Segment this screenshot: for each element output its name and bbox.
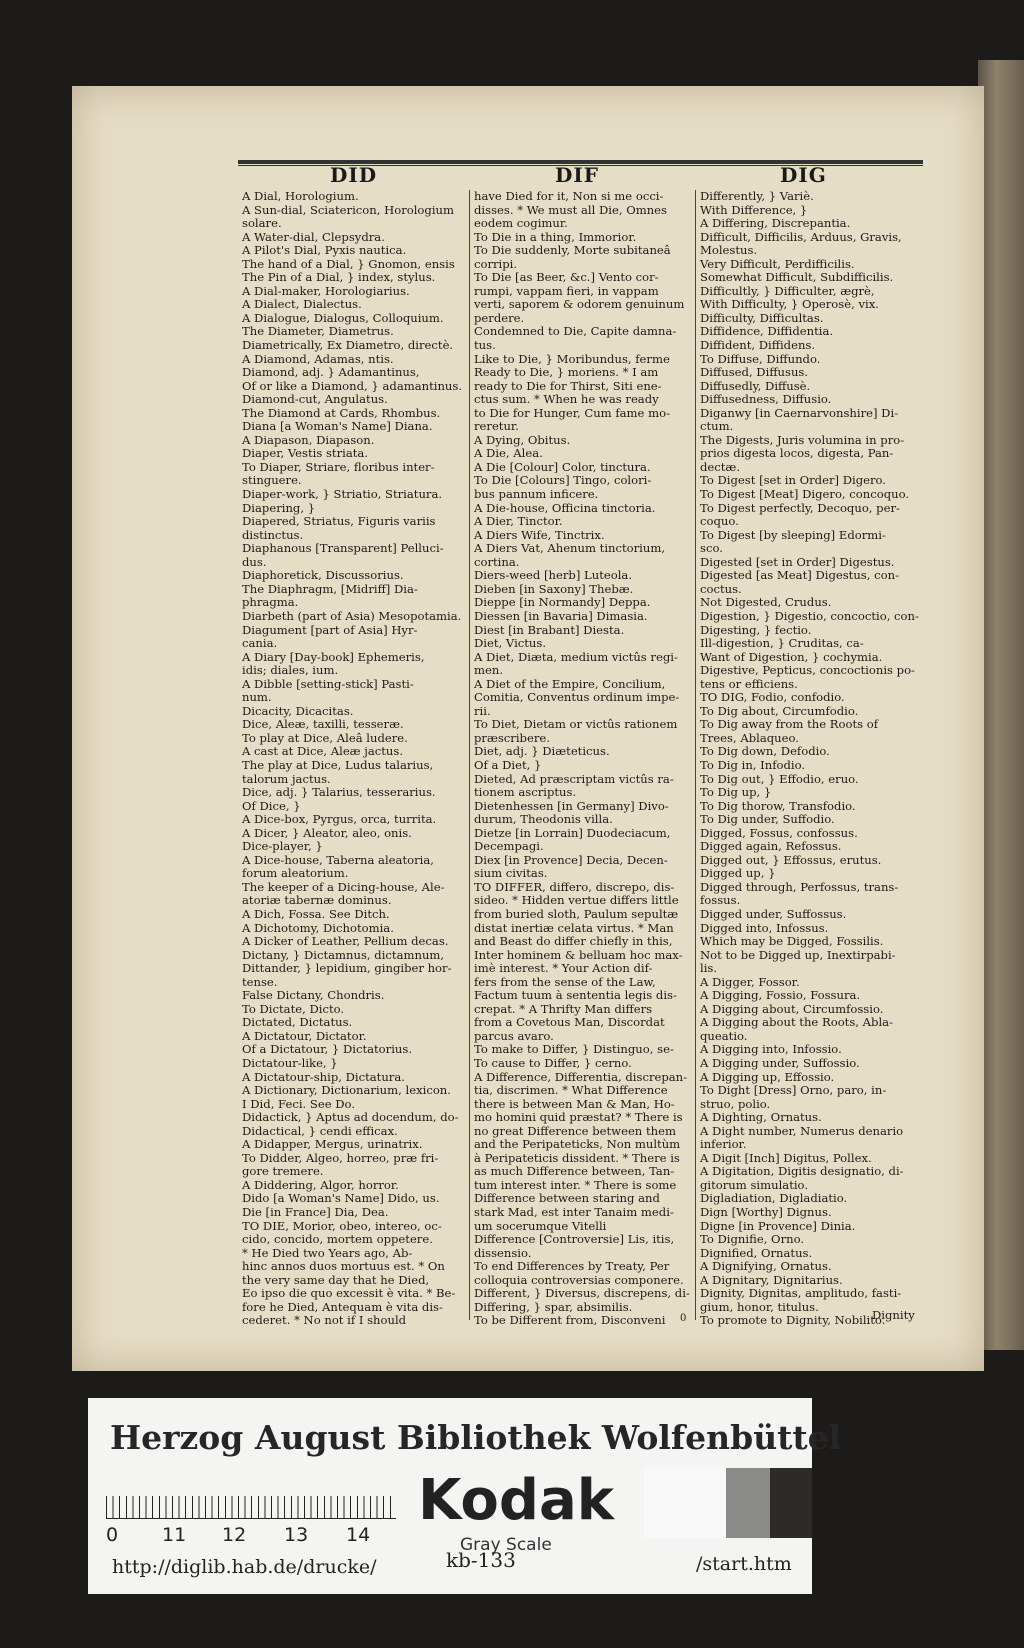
entry-line: TO DIE, Morior, obeo, intereo, oc- [242, 1218, 442, 1233]
entry-line: I Did, Feci. See Do. [242, 1096, 356, 1111]
entry-line: have Died for it, Non si me occi- [474, 189, 664, 203]
entry-line: A Digit [Inch] Digitus, Pollex. [700, 1150, 872, 1165]
entry-line: Difficulty, Difficultas. [700, 310, 824, 325]
entry-line: Dice-player, } [242, 839, 323, 854]
entry-line: Didactick, } Aptus ad docendum, do- [242, 1110, 459, 1125]
entry-line: Didactical, } cendi efficax. [242, 1123, 398, 1138]
entry-line: To cause to Differ, } cerno. [474, 1056, 632, 1070]
entry-line: imè interest. * Your Action dif- [474, 961, 653, 976]
entry-line: A Digging into, Infossio. [700, 1042, 842, 1057]
entry-line: lis. [700, 961, 718, 976]
entry-line: rii. [474, 703, 491, 718]
entry-line: The Digests, Juris volumina in pro- [700, 432, 905, 447]
entry-line: prios digesta locos, digesta, Pan- [700, 446, 894, 461]
entry-line: Diffident, Diffidens. [700, 338, 816, 353]
entry-line: Diaper-work, } Striatio, Striatura. [242, 487, 443, 502]
kodak-logo: Kodak [418, 1468, 614, 1533]
entry-line: Inter hominem & belluam hoc max- [474, 947, 683, 962]
entry-line: colloquia controversias componere. [474, 1272, 684, 1287]
ruler-number: 14 [346, 1524, 371, 1546]
entry-line: Difference between staring and [474, 1191, 660, 1206]
entry-line: cido, concido, mortem oppetere. [242, 1232, 433, 1247]
entry-line: Very Difficult, Perdifficilis. [700, 256, 855, 271]
entry-line: To Digest [by sleeping] Edormi- [700, 527, 886, 542]
entry-line: Digne [in Provence] Dinia. [700, 1218, 856, 1233]
entry-line: False Dictany, Chondris. [242, 988, 385, 1003]
entry-line: To Didder, Algeo, horreo, præ fri- [242, 1150, 439, 1165]
entry-line: A Water-dial, Clepsydra. [242, 229, 385, 244]
entry-line: Which may be Digged, Fossilis. [700, 934, 884, 949]
entry-line: Diagument [part of Asia] Hyr- [242, 622, 418, 637]
entry-line: Diest [in Brabant] Diesta. [474, 622, 625, 637]
entry-line: reretur. [474, 419, 519, 434]
entry-line: To Dig away from the Roots of [700, 717, 879, 732]
running-head-right: DIG [780, 163, 827, 187]
entry-line: Dieben [in Saxony] Thebæ. [474, 581, 634, 596]
signature-mark: 0 [680, 1313, 687, 1324]
entry-line: With Difficulty, } Operosè, vix. [700, 297, 879, 312]
entry-line: To Dictate, Dicto. [242, 1001, 345, 1016]
entry-line: Digested [set in Order] Digestus. [700, 554, 895, 569]
entry-line: um socerumque Vitelli [474, 1218, 607, 1233]
entry-line: Of or like a Diamond, } adamantinus. [242, 378, 463, 393]
entry-line: dus. [242, 554, 267, 569]
entry-line: tense. [242, 974, 278, 989]
entry-line: A Diary [Day-book] Ephemeris, [242, 649, 425, 664]
entry-line: Differing, } spar, absimilis. [474, 1299, 633, 1314]
entry-line: Diaper, Vestis striata. [242, 446, 368, 461]
entry-line: rumpi, vappam fieri, in vappam [474, 283, 659, 298]
entry-line: Of a Diet, } [474, 757, 542, 772]
entry-line: Dignity, Dignitas, amplitudo, fasti- [700, 1286, 902, 1301]
entry-line: To promote to Dignity, Nobilito. [700, 1313, 886, 1328]
entry-line: solare. [242, 216, 282, 231]
entry-line: A Diet, Diæta, medium victûs regi- [474, 649, 678, 664]
entry-line: A Digging about the Roots, Abla- [700, 1015, 893, 1030]
entry-line: A Dice-box, Pyrgus, orca, turrita. [242, 812, 437, 827]
entry-line: cortina. [474, 554, 520, 569]
entry-line: A Dictatour-ship, Dictatura. [242, 1069, 405, 1084]
entry-line: To Dig under, Suffodio. [700, 812, 835, 827]
entry-line: TO DIG, Fodio, confodio. [700, 690, 845, 705]
entry-line: A Pilot's Dial, Pyxis nautica. [242, 243, 407, 258]
running-head-left: DID [330, 163, 378, 187]
entry-line: To Dig out, } Effodio, eruo. [700, 771, 859, 786]
entry-line: Dignified, Ornatus. [700, 1245, 813, 1260]
entry-line: A Digging up, Effossio. [700, 1069, 835, 1084]
entry-line: Digesting, } fectio. [700, 622, 812, 637]
entry-line: To be Different from, Disconveni [474, 1313, 666, 1328]
entry-line: Somewhat Difficult, Subdifficilis. [700, 270, 894, 285]
entry-line: To Dig about, Circumfodio. [700, 703, 859, 718]
entry-line: A Dibble [setting-stick] Pasti- [242, 676, 414, 691]
entry-line: A Die [Colour] Color, tinctura. [474, 459, 651, 474]
entry-line: Dietenhessen [in Germany] Divo- [474, 798, 669, 813]
entry-line: Different, } Diversus, discrepens, di- [474, 1286, 690, 1301]
entry-line: Dictatour-like, } [242, 1056, 338, 1070]
entry-line: there is between Man & Man, Ho- [474, 1096, 675, 1111]
entry-line: Diarbeth (part of Asia) Mesopotamia. [242, 608, 462, 623]
entry-line: To Dignifie, Orno. [700, 1232, 805, 1247]
entry-line: A Difference, Differentia, discrepan- [474, 1069, 688, 1084]
entry-line: dissensio. [474, 1245, 532, 1260]
library-name: Herzog August Bibliothek Wolfenbüttel [110, 1418, 842, 1457]
entry-line: Dicacity, Dicacitas. [242, 703, 354, 718]
entry-line: Factum tuum à sententia legis dis- [474, 988, 677, 1003]
entry-line: A Digitation, Digitis designatio, di- [700, 1164, 904, 1179]
entry-line: A Dictatour, Dictator. [242, 1028, 367, 1043]
entry-line: The Diameter, Diametrus. [242, 324, 394, 339]
entry-line: To Dig in, Infodio. [700, 757, 806, 772]
entry-line: gore tremere. [242, 1164, 324, 1179]
entry-line: To Digest [Meat] Digero, concoquo. [700, 487, 910, 502]
entry-line: Trees, Ablaqueo. [700, 730, 799, 745]
entry-line: hinc annos duos mortuus est. * On [242, 1259, 445, 1274]
entry-line: Differently, } Variè. [700, 189, 814, 203]
entry-line: phragma. [242, 595, 299, 610]
entry-line: The keeper of a Dicing-house, Ale- [242, 879, 445, 894]
entry-line: distat inertiæ celata virtus. * Man [474, 920, 674, 935]
entry-line: Dictany, } Dictamnus, dictamnum, [242, 947, 445, 962]
entry-line: Digested [as Meat] Digestus, con- [700, 568, 899, 583]
ruler-number: 11 [162, 1524, 187, 1546]
entry-line: coquo. [700, 514, 739, 529]
entry-line: no great Difference between them [474, 1123, 676, 1138]
entry-line: Dieppe [in Normandy] Deppa. [474, 595, 651, 610]
entry-line: The Diaphragm, [Midriff] Dia- [242, 581, 418, 596]
entry-line: Digged into, Infossus. [700, 920, 829, 935]
entry-line: A Dight number, Numerus denario [700, 1123, 904, 1138]
entry-line: Dieted, Ad præscriptam victûs ra- [474, 771, 674, 786]
entry-line: corripi. [474, 256, 518, 271]
entry-line: Digestive, Pepticus, concoctionis po- [700, 663, 915, 678]
entry-line: A Diers Vat, Ahenum tinctorium, [474, 541, 666, 556]
entry-line: A Didapper, Mergus, urinatrix. [242, 1137, 423, 1152]
entry-line: Difficult, Difficilis, Arduus, Gravis, [700, 229, 902, 244]
entry-line: Diana [a Woman's Name] Diana. [242, 419, 433, 434]
entry-line: Diffusedness, Diffusio. [700, 392, 832, 407]
gray-swatch-mid [726, 1468, 770, 1538]
entry-line: To Dight [Dress] Orno, paro, in- [700, 1083, 887, 1098]
entry-line: tia, discrimen. * What Difference [474, 1083, 668, 1098]
entry-line: sco. [700, 541, 723, 556]
entry-line: gitorum simulatio. [700, 1177, 809, 1192]
entry-line: To play at Dice, Aleâ ludere. [242, 730, 408, 745]
entry-line: from buried sloth, Paulum sepultæ [474, 906, 679, 921]
entry-line: as much Difference between, Tan- [474, 1164, 675, 1179]
entry-line: Digged under, Suffossus. [700, 906, 847, 921]
entry-line: Eo ipso die quo excessit è vita. * Be- [242, 1286, 456, 1301]
entry-line: disses. * We must all Die, Omnes [474, 202, 667, 217]
entry-line: The play at Dice, Ludus talarius, [242, 757, 434, 772]
entry-line: Diet, adj. } Diæteticus. [474, 744, 610, 759]
entry-line: A Diapason, Diapason. [242, 432, 375, 447]
dictionary-column-3 [700, 189, 922, 1328]
library-url: http://diglib.hab.de/drucke/ [112, 1556, 377, 1578]
entry-line: A Diamond, Adamas, ntis. [242, 351, 394, 366]
entry-line: gium, honor, titulus. [700, 1299, 819, 1314]
entry-line: Diex [in Provence] Decia, Decen- [474, 852, 668, 867]
entry-line: Comitia, Conventus ordinum impe- [474, 690, 680, 705]
ruler-number: 0 [106, 1524, 119, 1546]
entry-line: num. [242, 690, 272, 705]
entry-line: Digladiation, Digladiatio. [700, 1191, 848, 1206]
entry-line: A Digging, Fossio, Fossura. [700, 988, 861, 1003]
entry-line: forum aleatorium. [242, 866, 349, 881]
entry-line: from a Covetous Man, Discordat [474, 1015, 665, 1030]
measurement-ruler [106, 1480, 396, 1519]
entry-line: crepat. * A Thrifty Man differs [474, 1001, 653, 1016]
entry-line: tum interest inter. * There is some [474, 1177, 677, 1192]
entry-line: A Dighting, Ornatus. [700, 1110, 822, 1125]
entry-line: A Dial, Horologium. [242, 189, 359, 203]
entry-line: tionem ascriptus. [474, 785, 577, 800]
entry-line: To Die [Colours] Tingo, colori- [474, 473, 652, 488]
entry-line: stark Mad, est inter Tanaim medi- [474, 1205, 674, 1220]
entry-line: To Diffuse, Diffundo. [700, 351, 821, 366]
ruler-number: 13 [284, 1524, 309, 1546]
entry-line: fossus. [700, 893, 741, 908]
entry-line: Dice, Aleæ, taxilli, tesseræ. [242, 717, 404, 732]
entry-line: Diapered, Striatus, Figuris variis [242, 514, 436, 529]
entry-line: Diamond, adj. } Adamantinus, [242, 365, 420, 380]
entry-line: Like to Die, } Moribundus, ferme [474, 351, 670, 366]
catchword: Dignity [872, 1308, 915, 1322]
entry-line: To Digest [set in Order] Digero. [700, 473, 886, 488]
entry-line: distinctus. [242, 527, 304, 542]
entry-line: TO DIFFER, differo, discrepo, dis- [474, 879, 675, 894]
entry-line: Diapering, } [242, 500, 316, 515]
entry-line: Dietze [in Lorrain] Duodeciacum, [474, 825, 671, 840]
entry-line: With Difference, } [700, 202, 808, 217]
entry-line: A Dignifying, Ornatus. [700, 1259, 832, 1274]
entry-line: Dittander, } lepidium, gingiber hor- [242, 961, 452, 976]
entry-line: idis; diales, ium. [242, 663, 339, 678]
entry-line: A Digging about, Circumfossio. [700, 1001, 884, 1016]
entry-line: A Dial-maker, Horologiarius. [242, 283, 410, 298]
entry-line: To Diet, Dietam or victûs rationem [474, 717, 678, 732]
entry-line: Of a Dictatour, } Dictatorius. [242, 1042, 413, 1057]
entry-line: Want of Digestion, } cochymia. [700, 649, 883, 664]
entry-line: Diffused, Diffusus. [700, 365, 809, 380]
entry-line: dectæ. [700, 459, 741, 474]
entry-line: A Dice-house, Taberna aleatoria, [242, 852, 434, 867]
entry-line: eodem cogimur. [474, 216, 568, 231]
dictionary-column-1 [242, 189, 464, 1328]
entry-line: Diametrically, Ex Diametro, directè. [242, 338, 454, 353]
entry-line: Digged up, } [700, 866, 776, 881]
entry-line: A Dialect, Dialectus. [242, 297, 362, 312]
entry-line: ready to Die for Thirst, Siti ene- [474, 378, 662, 393]
entry-line: Dign [Worthy] Dignus. [700, 1205, 832, 1220]
entry-line: Diffidence, Diffidentia. [700, 324, 834, 339]
entry-line: To Die [as Beer, &c.] Vento cor- [474, 270, 659, 285]
entry-line: men. [474, 663, 504, 678]
entry-line: Diers-weed [herb] Luteola. [474, 568, 633, 583]
entry-line: A Diddering, Algor, horror. [242, 1177, 399, 1192]
entry-line: A Dictionary, Dictionarium, lexicon. [242, 1083, 451, 1098]
entry-line: To Die in a thing, Immorior. [474, 229, 637, 244]
entry-line: A Digging under, Suffossio. [700, 1056, 860, 1070]
entry-line: talorum jactus. [242, 771, 331, 786]
entry-line: A Differing, Discrepantia. [700, 216, 851, 231]
entry-line: stinguere. [242, 473, 302, 488]
entry-line: sium civitas. [474, 866, 548, 881]
entry-line: A Dichotomy, Dichotomia. [242, 920, 394, 935]
entry-line: A Dich, Fossa. See Ditch. [242, 906, 390, 921]
entry-line: atoriæ tabernæ dominus. [242, 893, 392, 908]
entry-line: A Dicer, } Aleator, aleo, onis. [242, 825, 412, 840]
entry-line: Diamond-cut, Angulatus. [242, 392, 388, 407]
entry-line: Diaphanous [Transparent] Pelluci- [242, 541, 444, 556]
entry-line: Diet, Victus. [474, 636, 547, 651]
entry-line: fore he Died, Antequam è vita dis- [242, 1299, 443, 1314]
entry-line: Condemned to Die, Capite damna- [474, 324, 677, 339]
entry-line: A Dier, Tinctor. [474, 514, 563, 529]
entry-line: The Pin of a Dial, } index, stylus. [242, 270, 436, 285]
column-rule-1 [469, 190, 470, 1320]
entry-line: A Diers Wife, Tinctrix. [474, 527, 605, 542]
entry-line: Digged through, Perfossus, trans- [700, 879, 899, 894]
entry-line: Not to be Digged up, Inextirpabi- [700, 947, 896, 962]
entry-line: tens or efficiens. [700, 676, 798, 691]
entry-line: Dictated, Dictatus. [242, 1015, 353, 1030]
entry-line: the very same day that he Died, [242, 1272, 430, 1287]
entry-line: struo, polio. [700, 1096, 771, 1111]
entry-line: durum, Theodonis villa. [474, 812, 613, 827]
entry-line: and the Peripateticks, Non multùm [474, 1137, 681, 1152]
shelf-code: kb-133 [446, 1548, 516, 1572]
entry-line: To Die suddenly, Morte subitaneâ [474, 243, 671, 258]
entry-line: perdere. [474, 310, 525, 325]
running-head-middle: DIF [555, 163, 599, 187]
entry-line: Diganwy [in Caernarvonshire] Di- [700, 405, 899, 420]
entry-line: to Die for Hunger, Cum fame mo- [474, 405, 670, 420]
entry-line: Digestion, } Digestio, concoctio, con- [700, 608, 919, 623]
entry-line: Molestus. [700, 243, 758, 258]
entry-line: To end Differences by Treaty, Per [474, 1259, 670, 1274]
entry-line: To Dig up, } [700, 785, 772, 800]
entry-line: Difficultly, } Difficulter, ægrè, [700, 283, 875, 298]
gray-scale-label: Gray Scale [460, 1535, 552, 1555]
entry-line: To make to Differ, } Distinguo, se- [474, 1042, 674, 1057]
entry-line: Ready to Die, } moriens. * I am [474, 365, 659, 380]
entry-line: The hand of a Dial, } Gnomon, ensis [242, 256, 455, 271]
entry-line: Diessen [in Bavaria] Dimasia. [474, 608, 648, 623]
ruler-number: 12 [222, 1524, 247, 1546]
ruler-numbers [106, 1524, 406, 1548]
entry-line: A cast at Dice, Aleæ jactus. [242, 744, 404, 759]
entry-line: ctum. [700, 419, 734, 434]
entry-line: Digged again, Refossus. [700, 839, 842, 854]
entry-line: inferior. [700, 1137, 747, 1152]
entry-line: bus pannum inficere. [474, 487, 599, 502]
entry-line: fers from the sense of the Law, [474, 974, 656, 989]
entry-line: cania. [242, 636, 278, 651]
dictionary-column-2 [474, 189, 696, 1328]
entry-line: queatio. [700, 1028, 748, 1043]
entry-line: To Diaper, Striare, floribus inter- [242, 459, 435, 474]
entry-line: Diffusedly, Diffusè. [700, 378, 811, 393]
entry-line: A Die, Alea. [474, 446, 543, 461]
entry-line: Die [in France] Dia, Dea. [242, 1205, 389, 1220]
entry-line: à Peripateticis dissident. * There is [474, 1150, 680, 1165]
gray-swatch-white [644, 1468, 726, 1538]
entry-line: coctus. [700, 581, 742, 596]
entry-line: cederet. * No not if I should [242, 1313, 407, 1328]
entry-line: parcus avaro. [474, 1028, 554, 1043]
entry-line: To Digest perfectly, Decoquo, per- [700, 500, 900, 515]
entry-line: verti, saporem & odorem genuinum [474, 297, 685, 312]
entry-line: Decempagi. [474, 839, 544, 854]
entry-line: Digged, Fossus, confossus. [700, 825, 858, 840]
entry-line: To Dig down, Defodio. [700, 744, 830, 759]
entry-line: sideo. * Hidden vertue differs little [474, 893, 679, 908]
entry-line: mo homini quid præstat? * There is [474, 1110, 683, 1125]
entry-line: Dido [a Woman's Name] Dido, us. [242, 1191, 440, 1206]
library-color-card [88, 1398, 842, 1594]
entry-line: Of Dice, } [242, 798, 301, 813]
entry-line: ctus sum. * When he was ready [474, 392, 659, 407]
entry-line: A Die-house, Officina tinctoria. [474, 500, 656, 515]
entry-line: A Sun-dial, Sciatericon, Horologium [242, 202, 454, 217]
book-edge [978, 60, 1024, 1350]
entry-line: A Dignitary, Dignitarius. [700, 1272, 843, 1287]
entry-line: Not Digested, Crudus. [700, 595, 832, 610]
entry-line: * He Died two Years ago, Ab- [242, 1245, 413, 1260]
entry-line: Difference [Controversie] Lis, itis, [474, 1232, 675, 1247]
entry-line: tus. [474, 338, 496, 353]
entry-line: A Dialogue, Dialogus, Colloquium. [242, 310, 444, 325]
entry-line: A Digger, Fossor. [700, 974, 800, 989]
entry-line: A Dying, Obitus. [474, 432, 571, 447]
entry-line: The Diamond at Cards, Rhombus. [242, 405, 441, 420]
entry-line: Digged out, } Effossus, erutus. [700, 852, 882, 867]
entry-line: To Dig thorow, Transfodio. [700, 798, 856, 813]
entry-line: Diaphoretick, Discussorius. [242, 568, 404, 583]
entry-line: Dice, adj. } Talarius, tesserarius. [242, 785, 436, 800]
entry-line: A Diet of the Empire, Concilium, [474, 676, 666, 691]
gray-swatch-black [770, 1468, 812, 1538]
entry-line: præscribere. [474, 730, 550, 745]
entry-line: and Beast do differ chiefly in this, [474, 934, 673, 949]
start-path: /start.htm [696, 1553, 792, 1575]
entry-line: A Dicker of Leather, Pellium decas. [242, 934, 449, 949]
entry-line: Ill-digestion, } Cruditas, ca- [700, 636, 864, 651]
